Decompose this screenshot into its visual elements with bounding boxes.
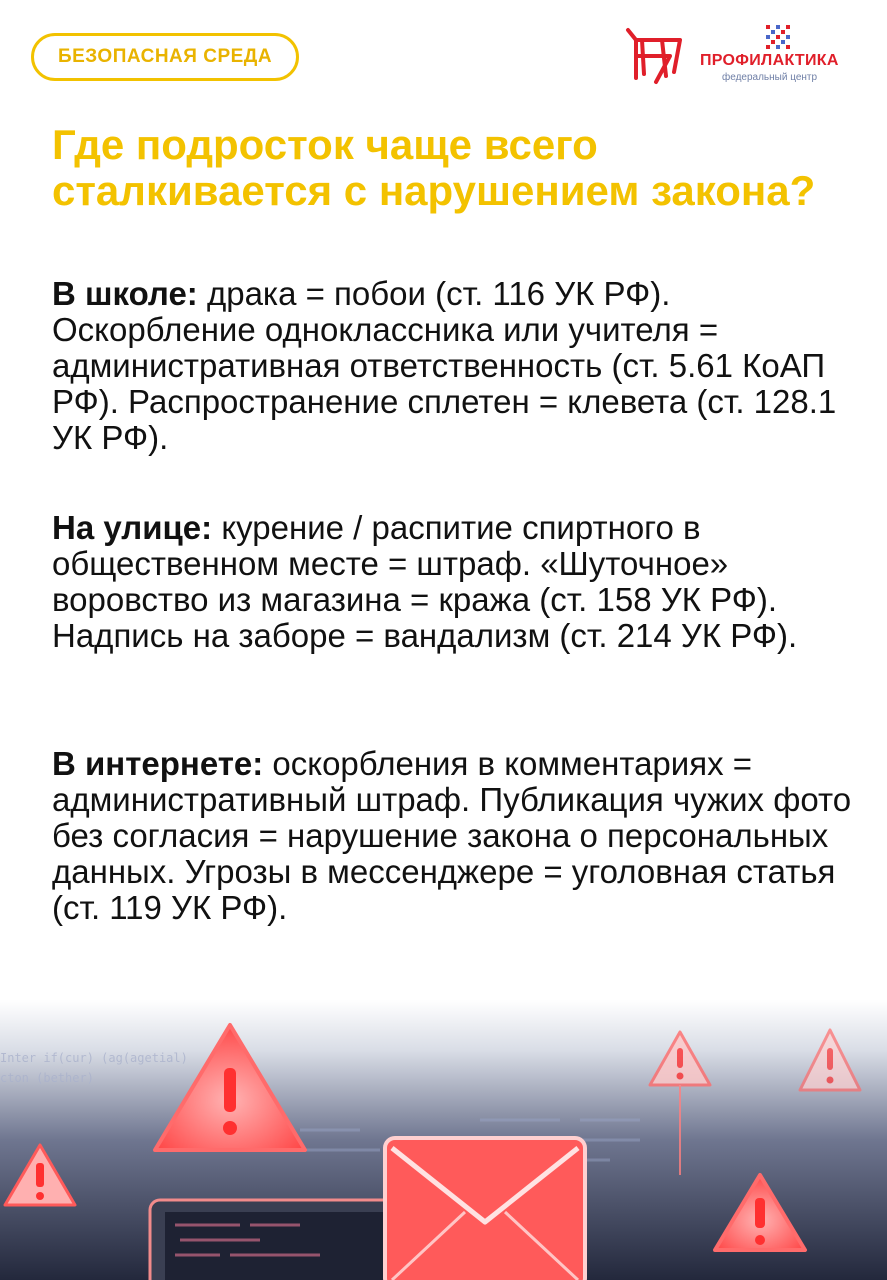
pixel-grid-logo-icon xyxy=(766,25,790,49)
section-internet xyxy=(52,746,852,926)
section-street xyxy=(52,510,852,654)
section-school xyxy=(52,276,852,456)
section-heading: На улице: xyxy=(52,509,213,546)
mail-envelope-icon xyxy=(385,1138,585,1280)
section-text: курение / распитие спиртного в общественном месте = штраф. «Шуточное» воровство из магазина = кража (ст. 158 УК РФ). Надпись на заборе = вандализм (ст. 214 УК РФ). xyxy=(52,509,798,654)
cyber-warning-illustration xyxy=(0,1000,887,1280)
category-badge: БЕЗОПАСНАЯ СРЕДА xyxy=(31,33,299,81)
section-heading: В интернете: xyxy=(52,745,264,782)
section-heading: В школе: xyxy=(52,275,198,312)
section-text: оскорбления в комментариях = административный штраф. Публикация чужих фото без согласия = нарушение закона о персональных данных. Угрозы в мессенджере = уголовная статья (ст. 119 УК РФ). xyxy=(52,745,852,926)
logo-name: ПРОФИЛАКТИКА xyxy=(700,52,839,69)
code-line: Inter if(cur) (ag(agetial) xyxy=(0,1051,188,1065)
code-line: cton (bether) xyxy=(0,1071,94,1085)
page-title: Где подросток чаще всего сталкивается с нарушением закона? xyxy=(52,121,816,214)
section-text: драка = побои (ст. 116 УК РФ). Оскорбление одноклассника или учителя = административная ответственность (ст. 5.61 КоАП РФ). Распространение сплетен = клевета (ст. 128.1 УК РФ). xyxy=(52,275,837,456)
logo-subtitle: федеральный центр xyxy=(722,72,818,83)
chair-logo-icon xyxy=(622,26,692,86)
